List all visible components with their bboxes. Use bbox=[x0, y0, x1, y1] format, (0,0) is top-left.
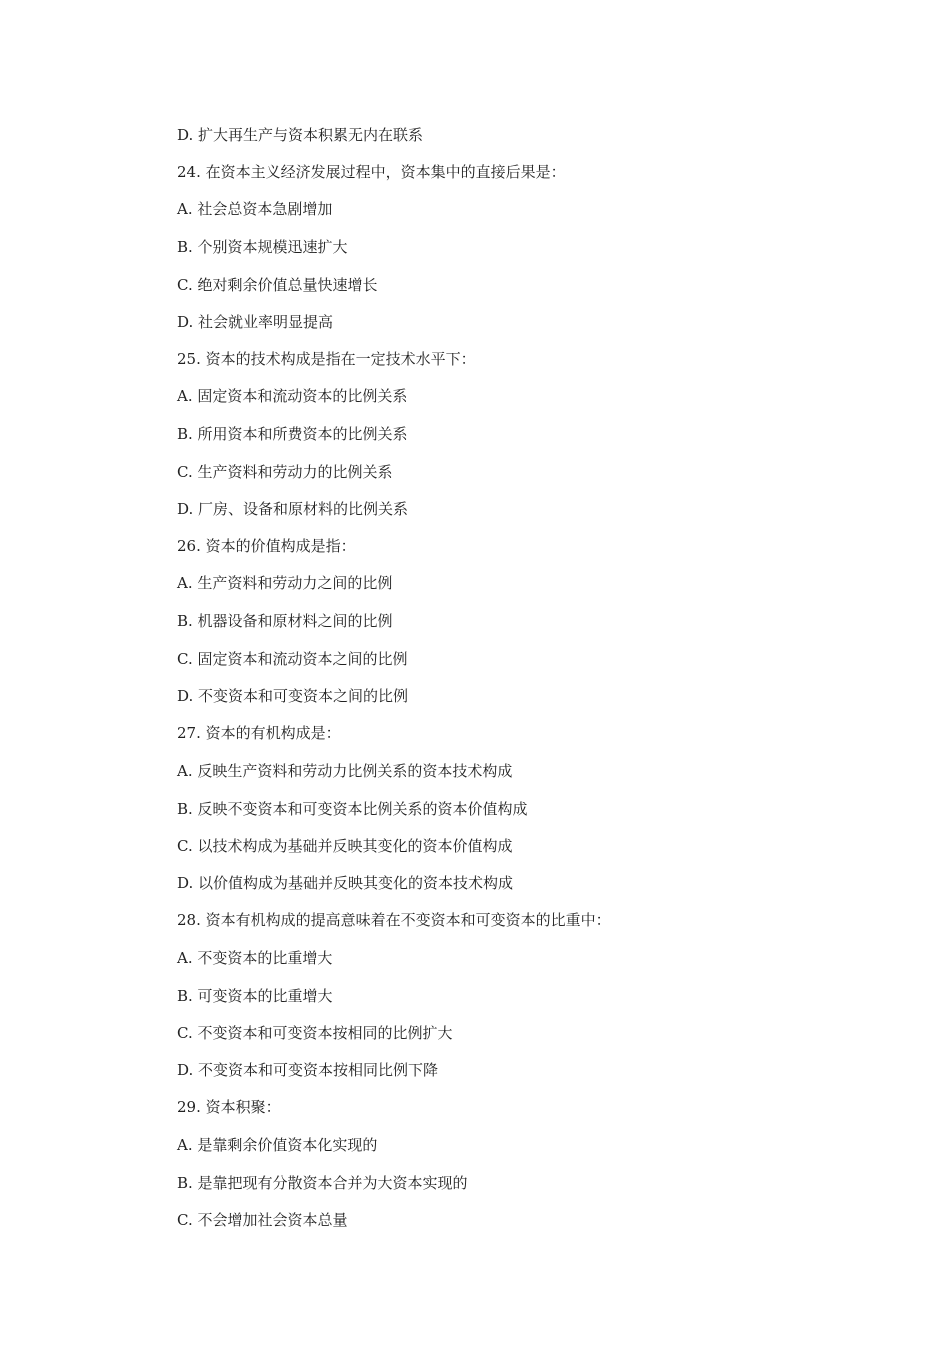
option-27-b: B. 反映不变资本和可变资本比例关系的资本价值构成 bbox=[177, 800, 528, 818]
question-26: 26. 资本的价值构成是指： bbox=[177, 537, 356, 555]
question-24: 24. 在资本主义经济发展过程中，资本集中的直接后果是： bbox=[177, 163, 566, 181]
option-28-d: D. 不变资本和可变资本按相同比例下降 bbox=[177, 1061, 439, 1079]
option-28-b: B. 可变资本的比重增大 bbox=[177, 987, 333, 1005]
option-25-c: C. 生产资料和劳动力的比例关系 bbox=[177, 463, 393, 481]
option-29-c: C. 不会增加社会资本总量 bbox=[177, 1211, 348, 1229]
question-28: 28. 资本有机构成的提高意味着在不变资本和可变资本的比重中： bbox=[177, 911, 611, 929]
option-25-d: D. 厂房、设备和原材料的比例关系 bbox=[177, 500, 409, 518]
option-24-c: C. 绝对剩余价值总量快速增长 bbox=[177, 276, 378, 294]
option-28-a: A. 不变资本的比重增大 bbox=[177, 949, 333, 967]
question-25: 25. 资本的技术构成是指在一定技术水平下： bbox=[177, 350, 476, 368]
question-29: 29. 资本积聚： bbox=[177, 1098, 281, 1116]
question-27: 27. 资本的有机构成是： bbox=[177, 724, 341, 742]
option-26-b: B. 机器设备和原材料之间的比例 bbox=[177, 612, 393, 630]
option-26-d: D. 不变资本和可变资本之间的比例 bbox=[177, 687, 409, 705]
option-26-c: C. 固定资本和流动资本之间的比例 bbox=[177, 650, 408, 668]
option-29-a: A. 是靠剩余价值资本化实现的 bbox=[177, 1136, 378, 1154]
option-25-b: B. 所用资本和所费资本的比例关系 bbox=[177, 425, 408, 443]
option-24-d: D. 社会就业率明显提高 bbox=[177, 313, 334, 331]
option-28-c: C. 不变资本和可变资本按相同的比例扩大 bbox=[177, 1024, 453, 1042]
option-29-b: B. 是靠把现有分散资本合并为大资本实现的 bbox=[177, 1174, 468, 1192]
option-26-a: A. 生产资料和劳动力之间的比例 bbox=[177, 574, 393, 592]
option-27-d: D. 以价值构成为基础并反映其变化的资本技术构成 bbox=[177, 874, 514, 892]
option-24-b: B. 个别资本规模迅速扩大 bbox=[177, 238, 348, 256]
option-27-a: A. 反映生产资料和劳动力比例关系的资本技术构成 bbox=[177, 762, 513, 780]
option-27-c: C. 以技术构成为基础并反映其变化的资本价值构成 bbox=[177, 837, 513, 855]
option-25-a: A. 固定资本和流动资本的比例关系 bbox=[177, 387, 408, 405]
option-23-d: D. 扩大再生产与资本积累无内在联系 bbox=[177, 126, 424, 144]
option-24-a: A. 社会总资本急剧增加 bbox=[177, 200, 333, 218]
